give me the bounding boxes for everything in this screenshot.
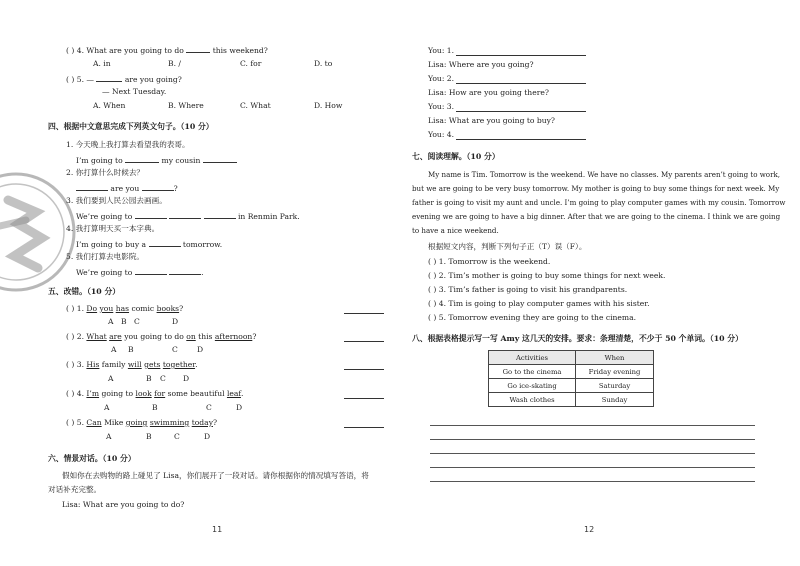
option-letter: A <box>108 317 114 326</box>
option-letter: C <box>134 317 140 326</box>
option-letter: C <box>172 345 178 354</box>
s6-intro-line-1: 假如你在去购物的路上碰见了 Lisa，你们展开了一段对话。请你根据你的情况填写答语，将 <box>62 471 369 480</box>
answer-blank[interactable] <box>203 154 237 163</box>
s4-item-4-cn: 4. 我打算明天买一本字典。 <box>66 224 160 233</box>
dialog-answer-1[interactable] <box>456 54 586 56</box>
option-letter: D <box>172 317 179 326</box>
section-8-title: 八、根据表格提示写一写 Amy 这几天的安排。要求：条理清楚，不少于 50 个单词。（10 分） <box>412 334 743 343</box>
answer-blank[interactable] <box>125 154 159 163</box>
option: D. to <box>314 59 333 68</box>
table-header: When <box>576 351 654 365</box>
option: B. Where <box>168 101 204 110</box>
option: B. / <box>168 59 181 68</box>
answer-blank[interactable] <box>96 73 122 82</box>
option-letter: D <box>204 432 211 441</box>
s6-intro-line-2: 对话补充完整。 <box>48 485 102 494</box>
s4-item-1-en: I’m going to my cousin <box>76 154 237 166</box>
page-number: 11 <box>212 525 223 534</box>
s5-item-1: ( ) 1. Do you has comic books? <box>66 304 184 313</box>
writing-line[interactable] <box>430 452 755 454</box>
option-letter: C <box>174 432 180 441</box>
answer-blank[interactable] <box>76 182 108 191</box>
tf-item: ( ) 1. Tomorrow is the weekend. <box>428 257 551 266</box>
s5-item-2: ( ) 2. What are you going to do on this afternoon? <box>66 332 257 341</box>
s6-dialog-line: Lisa: What are you going to do? <box>62 500 185 509</box>
answer-blank[interactable] <box>135 210 167 219</box>
s4-item-1-cn: 1. 今天晚上我打算去看望我的表哥。 <box>66 140 190 149</box>
option-letter: D <box>197 345 204 354</box>
passage-line: father is going to visit my aunt and uncle. I’m going to play computer games with my cousin. Tomorrow <box>412 198 786 207</box>
correction-blank[interactable] <box>344 426 384 428</box>
dialog-answer-3[interactable] <box>456 110 586 112</box>
table-row <box>489 365 654 379</box>
mc-question-5: ( ) 5. — are you going? <box>66 75 182 84</box>
answer-blank[interactable] <box>169 266 201 275</box>
option-letter: B <box>152 403 158 412</box>
passage-line: My name is Tim. Tomorrow is the weekend. We have no classes. My parents aren’t going to work, <box>428 170 781 179</box>
option: C. What <box>240 101 271 110</box>
option-letter: D <box>236 403 243 412</box>
writing-line[interactable] <box>430 424 755 426</box>
table-cell: Go to the cinema <box>489 365 576 379</box>
dialog-line: You: 3. <box>428 102 455 111</box>
answer-blank[interactable] <box>135 266 167 275</box>
s4-item-2-en: are you ? <box>76 182 178 194</box>
dialog-line: You: 4. <box>428 130 455 139</box>
correction-blank[interactable] <box>344 312 384 314</box>
answer-blank[interactable] <box>142 182 174 191</box>
mc-sub-answer: — Next Tuesday. <box>102 87 167 96</box>
mc-question-4: ( ) 4. What are you going to do this weekend? <box>66 46 268 55</box>
passage-line: evening we are going to have a big dinner. After that we are going to the cinema. I think we are going <box>412 212 781 221</box>
s4-item-3-cn: 3. 我们要到人民公园去画画。 <box>66 196 167 205</box>
table-cell: Sunday <box>576 393 654 407</box>
table-header: Activities <box>489 351 576 365</box>
section-6-title: 六、情景对话。（10 分） <box>48 454 136 463</box>
answer-blank[interactable] <box>204 210 236 219</box>
s5-item-3: ( ) 3. His family will gets together. <box>66 360 198 369</box>
table-row <box>489 379 654 393</box>
writing-line[interactable] <box>430 480 755 482</box>
passage-line: to have a nice weekend. <box>412 226 499 235</box>
table-cell: Friday evening <box>576 365 654 379</box>
option-letter: D <box>183 374 190 383</box>
s4-item-4-en: I’m going to buy a tomorrow. <box>76 240 223 249</box>
answer-blank[interactable] <box>186 44 210 53</box>
option-letter: C <box>206 403 212 412</box>
writing-line[interactable] <box>430 466 755 468</box>
option: C. for <box>240 59 262 68</box>
option-letter: B <box>121 317 127 326</box>
correction-blank[interactable] <box>344 340 384 342</box>
dialog-line: Lisa: How are you going there? <box>428 88 549 97</box>
s5-item-4: ( ) 4. I’m going to look for some beautiful leaf. <box>66 389 244 398</box>
table-cell: Saturday <box>576 379 654 393</box>
dialog-answer-4[interactable] <box>456 138 586 140</box>
schedule-table <box>488 350 654 407</box>
dialog-line: Lisa: Where are you going? <box>428 60 534 69</box>
option: A. in <box>93 59 111 68</box>
option-letter: B <box>146 432 152 441</box>
dialog-line: Lisa: What are you going to buy? <box>428 116 555 125</box>
option-letter: A <box>106 432 112 441</box>
tf-item: ( ) 5. Tomorrow evening they are going to the cinema. <box>428 313 637 322</box>
option-letter: A <box>111 345 117 354</box>
tf-instruction: 根据短文内容，判断下列句子正（T）误（F）。 <box>428 242 587 251</box>
s4-item-5-en: We’re going to . <box>76 268 204 277</box>
writing-line[interactable] <box>430 438 755 440</box>
option: A. When <box>93 101 126 110</box>
tf-item: ( ) 2. Tim’s mother is going to buy some things for next week. <box>428 271 666 280</box>
s4-item-2-cn: 2. 你打算什么时候去？ <box>66 168 145 177</box>
tf-item: ( ) 3. Tim’s father is going to visit his grandparents. <box>428 285 628 294</box>
option-letter: B <box>146 374 152 383</box>
option-letter: A <box>108 374 114 383</box>
section-5-title: 五、改错。（10 分） <box>48 287 121 296</box>
page-number: 12 <box>584 525 595 534</box>
table-header-row <box>489 351 654 365</box>
s4-item-5-cn: 5. 我们打算去电影院。 <box>66 252 145 261</box>
s5-item-5: ( ) 5. Can Mike going swimming today? <box>66 418 218 427</box>
correction-blank[interactable] <box>344 368 384 370</box>
s4-item-3-en: We’re going to in Renmin Park. <box>76 212 300 221</box>
answer-blank[interactable] <box>169 210 201 219</box>
table-cell: Go ice-skating <box>489 379 576 393</box>
dialog-line: You: 1. <box>428 46 455 55</box>
option-letter: C <box>160 374 166 383</box>
section-4-title: 四、根据中文意思完成下列英文句子。（10 分） <box>48 122 214 131</box>
passage-line: but we are going to be very busy tomorrow. My mother is going to buy some things for next week. My <box>412 184 780 193</box>
table-cell: Wash clothes <box>489 393 576 407</box>
dialog-answer-2[interactable] <box>456 82 586 84</box>
section-7-title: 七、阅读理解。（10 分） <box>412 152 500 161</box>
tf-item: ( ) 4. Tim is going to play computer games with his sister. <box>428 299 650 308</box>
option-letter: B <box>128 345 134 354</box>
dialog-line: You: 2. <box>428 74 455 83</box>
option: D. How <box>314 101 343 110</box>
option-letter: A <box>104 403 110 412</box>
answer-blank[interactable] <box>149 238 181 247</box>
table-row <box>489 393 654 407</box>
correction-blank[interactable] <box>344 397 384 399</box>
